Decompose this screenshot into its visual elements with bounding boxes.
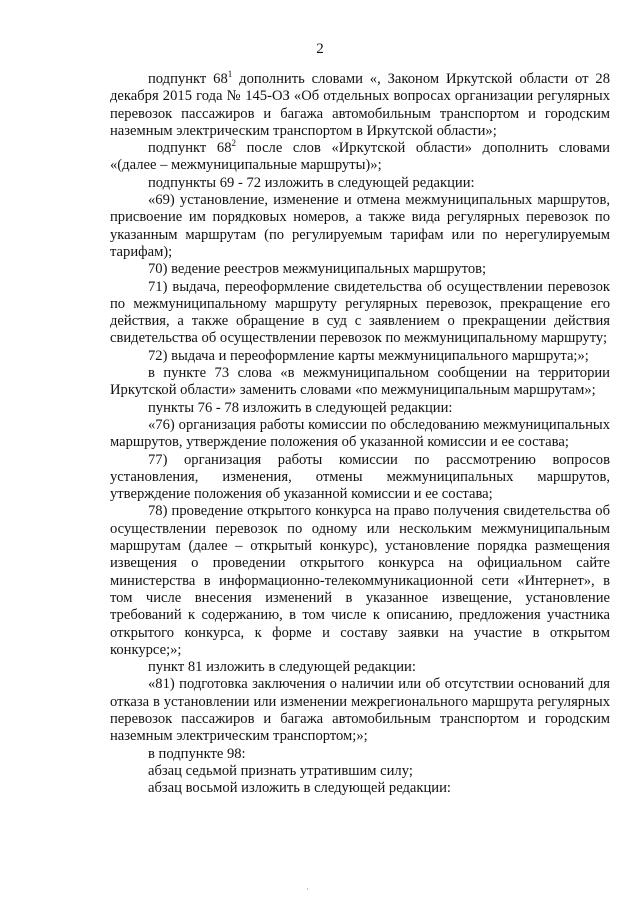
- paragraph-text: подпункт 68: [148, 71, 228, 87]
- superscript-index: 1: [227, 69, 233, 80]
- paragraph: [110, 659, 610, 676]
- paragraph: [110, 503, 610, 659]
- paragraph-text: 77) организация работы комиссии по рассмотрению вопросов установления, изменения, отмены межмуниципальных маршрутов, утверждение положения об указанной комиссии и ее состава;: [110, 451, 610, 503]
- paragraph-text: подпункты 69 - 72 изложить в следующей редакции:: [148, 174, 475, 191]
- paragraph: [110, 780, 610, 797]
- paragraph-text: в подпункте 98:: [148, 745, 246, 762]
- paragraph-text: абзац седьмой признать утратившим силу;: [148, 762, 413, 779]
- paragraph: [110, 417, 610, 452]
- paragraph-text: 71) выдача, переоформление свидетельства об осуществлении перевозок по межмуниципальному маршруту регулярных перевозок, прекращение его действия, а также обращение в суд с заявлением о прекращении действия свидетельства об осуществлении перевозок по межмуниципальному маршруту;: [110, 278, 610, 347]
- paragraph: [110, 400, 610, 417]
- paragraph: [110, 192, 610, 261]
- paragraph-text-continued: после слов «Иркутской области» дополнить словами «(далее – межмуниципальные маршруты)»;: [110, 140, 610, 174]
- paragraph-text: подпункт 68: [148, 140, 232, 157]
- paragraph-text-continued: дополнить словами «, Законом Иркутской области от 28 декабря 2015 года № 145-ОЗ «Об отдельных вопросах организации регулярных перевозок пассажиров и багажа автомобильным транспортом и городским наземным электрическим транспортом в Иркутской области»;: [110, 71, 610, 139]
- paragraph: [110, 261, 610, 278]
- paragraph-text: пункты 76 - 78 изложить в следующей редакции:: [148, 399, 453, 416]
- paragraph-text: «76) организация работы комиссии по обследованию межмуниципальных маршрутов, утверждение положения об указанной комиссии и ее состава;: [110, 416, 610, 451]
- superscript-index: 2: [231, 138, 236, 149]
- paragraph: [110, 763, 610, 780]
- paragraph-text: 78) проведение открытого конкурса на право получения свидетельства об осуществлении перевозок по одному или нескольким межмуниципальным маршрутам (далее – открытый конкурс), установление порядка размещения извещения о проведении открытого конкурса на официальном сайте министерства в информационно-телекоммуникационной сети «Интернет», в том числе внесения изменений в указанное извещение, установление требований к содержанию, в том числе к описанию, предложения участника открытого конкурса, к форме и составу заявки на участие в открытом конкурсе;»;: [110, 503, 610, 658]
- paragraph: [110, 175, 610, 192]
- paragraph-text: в пункте 73 слова «в межмуниципальном сообщении на территории Иркутской области» заменить словами «по межмуниципальным маршрутам»;: [110, 365, 610, 399]
- paragraph: [110, 746, 610, 763]
- paragraph-text: 70) ведение реестров межмуниципальных маршрутов;: [148, 261, 487, 278]
- paragraph-text: абзац восьмой изложить в следующей редакции:: [148, 780, 451, 797]
- paragraph: [110, 279, 610, 348]
- paragraph: [110, 676, 610, 745]
- paragraph-text: 72) выдача и переоформление карты межмуниципального маршрута;»;: [148, 347, 589, 364]
- paragraph-text: «69) установление, изменение и отмена межмуниципальных маршрутов, присвоение им порядковых номеров, а также вида регулярных перевозок по указанным маршрутам (по регулируемым тарифам или по нерегулируемым тарифам);: [110, 192, 610, 260]
- paragraph: [110, 71, 610, 140]
- paragraph: [110, 365, 610, 400]
- paragraph-text: пункт 81 изложить в следующей редакции:: [148, 659, 416, 676]
- paragraph: [110, 348, 610, 365]
- paragraph: [110, 452, 610, 504]
- paragraph: [110, 140, 610, 175]
- paragraph-text: «81) подготовка заключения о наличии или об отсутствии оснований для отказа в установлении или изменении межрегионального маршрута регулярных перевозок пассажиров и багажа автомобильным транспортом и городским наземным электрическим транспортом;»;: [110, 676, 610, 745]
- document-body: [110, 71, 610, 797]
- page-number: 2: [316, 41, 324, 57]
- scan-mark: ·: [306, 884, 309, 894]
